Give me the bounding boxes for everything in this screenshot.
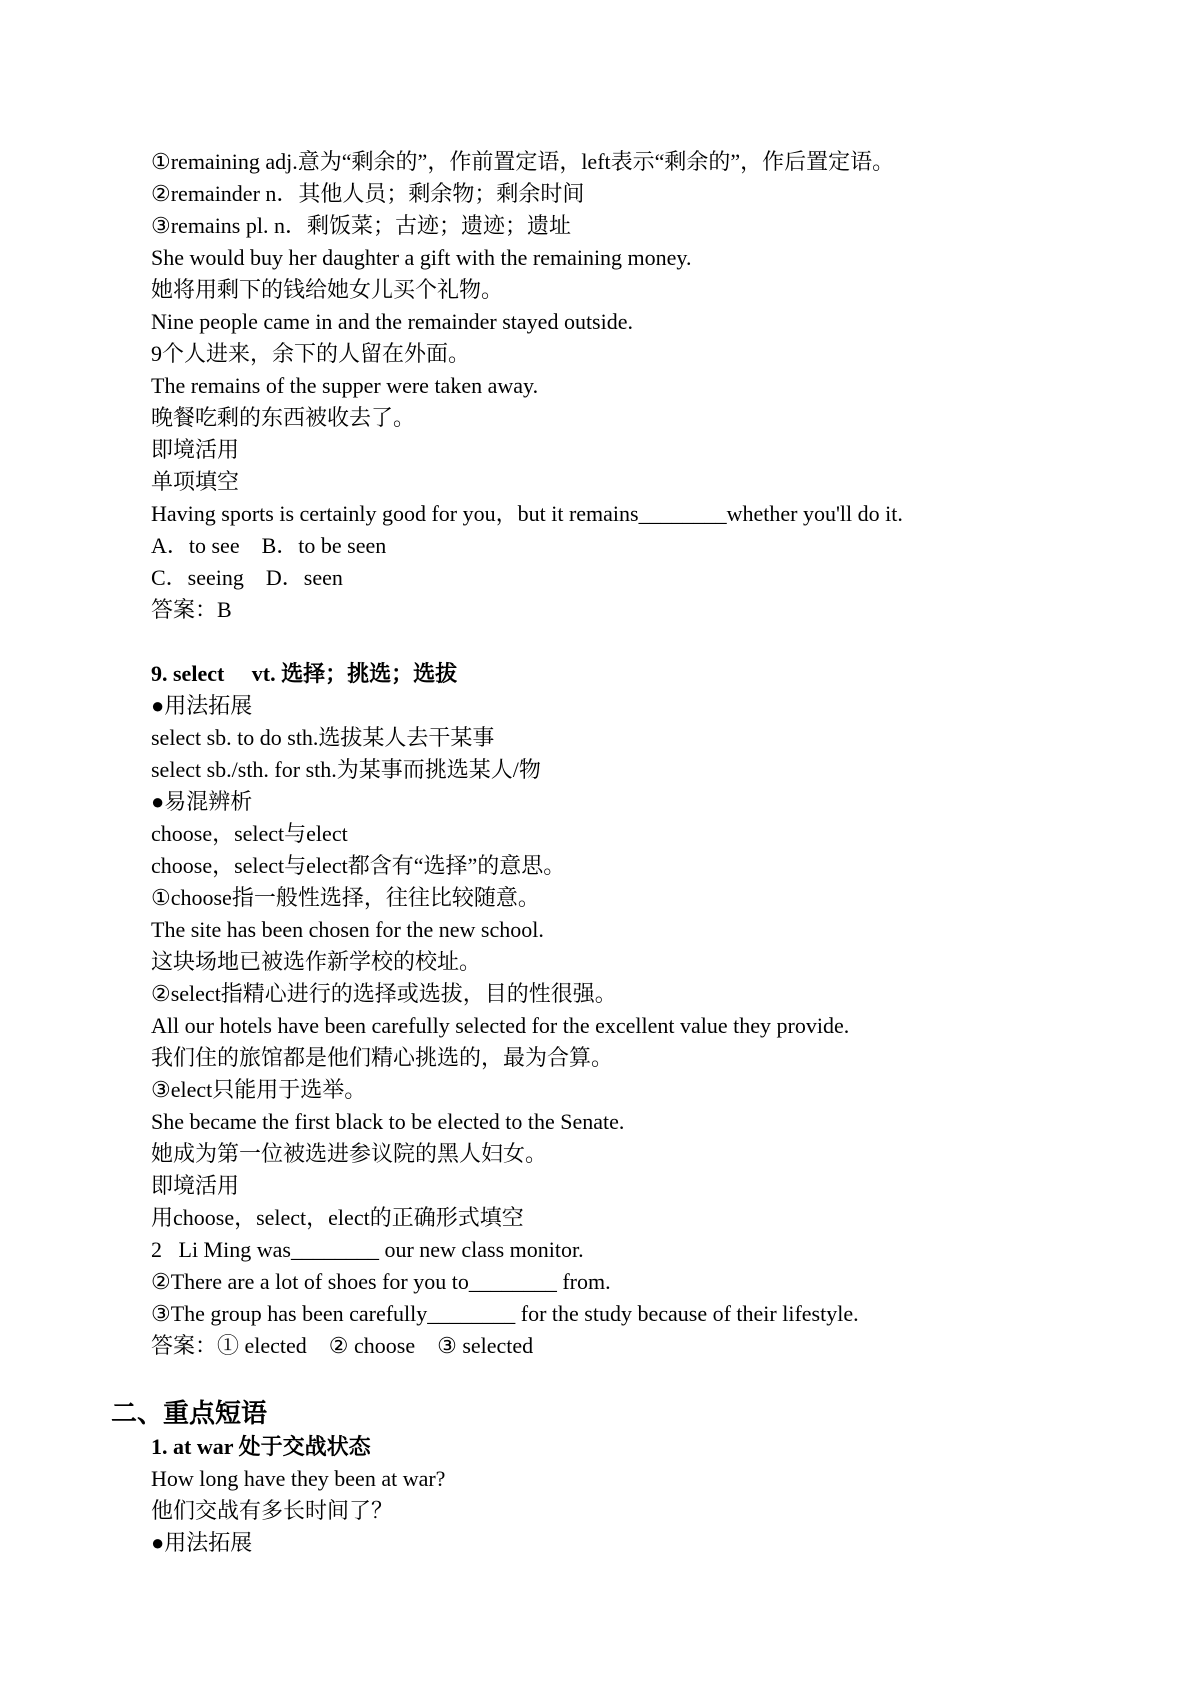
text-line: 2 Li Ming was________ our new class monitor. — [151, 1237, 584, 1262]
text-line: ①remaining adj.意为“剩余的”，作前置定语，left表示“剩余的”，作后置定语。 — [151, 149, 895, 174]
answer-line: 答案：B — [151, 597, 232, 622]
text-line: ●易混辨析 — [151, 789, 253, 814]
text-line: Having sports is certainly good for you，but it remains________whether you'll do it. — [151, 501, 903, 526]
text-line: 她成为第一位被选进参议院的黑人妇女。 — [151, 1141, 548, 1166]
text-line: 晚餐吃剩的东西被收去了。 — [151, 405, 416, 430]
entry-heading: 1. at war 处于交战状态 — [151, 1434, 371, 1459]
text-line: ③remains pl. n．剩饭菜；古迹；遗迹；遗址 — [151, 213, 571, 238]
text-line: choose，select与elect — [151, 821, 348, 846]
text-line: ②remainder n．其他人员；剩余物；剩余时间 — [151, 181, 585, 206]
spacer — [151, 626, 1151, 658]
text-line: 用choose，select，elect的正确形式填空 — [151, 1205, 524, 1230]
text-line: ②select指精心进行的选择或选拔，目的性很强。 — [151, 981, 617, 1006]
text-line: ●用法拓展 — [151, 693, 253, 718]
text-line: ①choose指一般性选择，往往比较随意。 — [151, 885, 540, 910]
text-line: 这块场地已被选作新学校的校址。 — [151, 949, 482, 974]
text-line: select sb. to do sth.选拔某人去干某事 — [151, 725, 495, 750]
text-line: select sb./sth. for sth.为某事而挑选某人/物 — [151, 757, 541, 782]
text-line: She would buy her daughter a gift with the remaining money. — [151, 245, 692, 270]
text-line: She became the first black to be elected to the Senate. — [151, 1109, 625, 1134]
text-line: A．to see B．to be seen — [151, 533, 387, 558]
document-body — [111, 146, 1151, 1559]
entry-heading: 9. select vt. 选择；挑选；选拔 — [151, 661, 458, 686]
text-line: choose，select与elect都含有“选择”的意思。 — [151, 853, 566, 878]
text-line: Nine people came in and the remainder stayed outside. — [151, 309, 633, 334]
text-line: 即境活用 — [151, 1173, 240, 1198]
text-line: 9个人进来，余下的人留在外面。 — [151, 341, 471, 366]
section-title: 二、重点短语 — [111, 1399, 268, 1428]
text-line: The site has been chosen for the new school. — [151, 917, 544, 942]
text-line: All our hotels have been carefully selected for the excellent value they provide. — [151, 1013, 850, 1038]
text-line: C．seeing D．seen — [151, 565, 343, 590]
text-line: ②There are a lot of shoes for you to________ from. — [151, 1269, 611, 1294]
spacer — [151, 1362, 1151, 1394]
text-line: ③The group has been carefully________ for the study because of their lifestyle. — [151, 1301, 859, 1326]
text-line: The remains of the supper were taken away. — [151, 373, 539, 398]
answer-line: 答案：① elected ② choose ③ selected — [151, 1333, 534, 1358]
text-line: ③elect只能用于选举。 — [151, 1077, 367, 1102]
text-line: 他们交战有多长时间了？ — [151, 1498, 394, 1523]
text-line: 我们住的旅馆都是他们精心挑选的，最为合算。 — [151, 1045, 614, 1070]
text-line: 即境活用 — [151, 437, 240, 462]
text-line: How long have they been at war? — [151, 1466, 446, 1491]
text-line: ●用法拓展 — [151, 1530, 253, 1555]
text-line: 单项填空 — [151, 469, 240, 494]
text-line: 她将用剩下的钱给她女儿买个礼物。 — [151, 277, 504, 302]
